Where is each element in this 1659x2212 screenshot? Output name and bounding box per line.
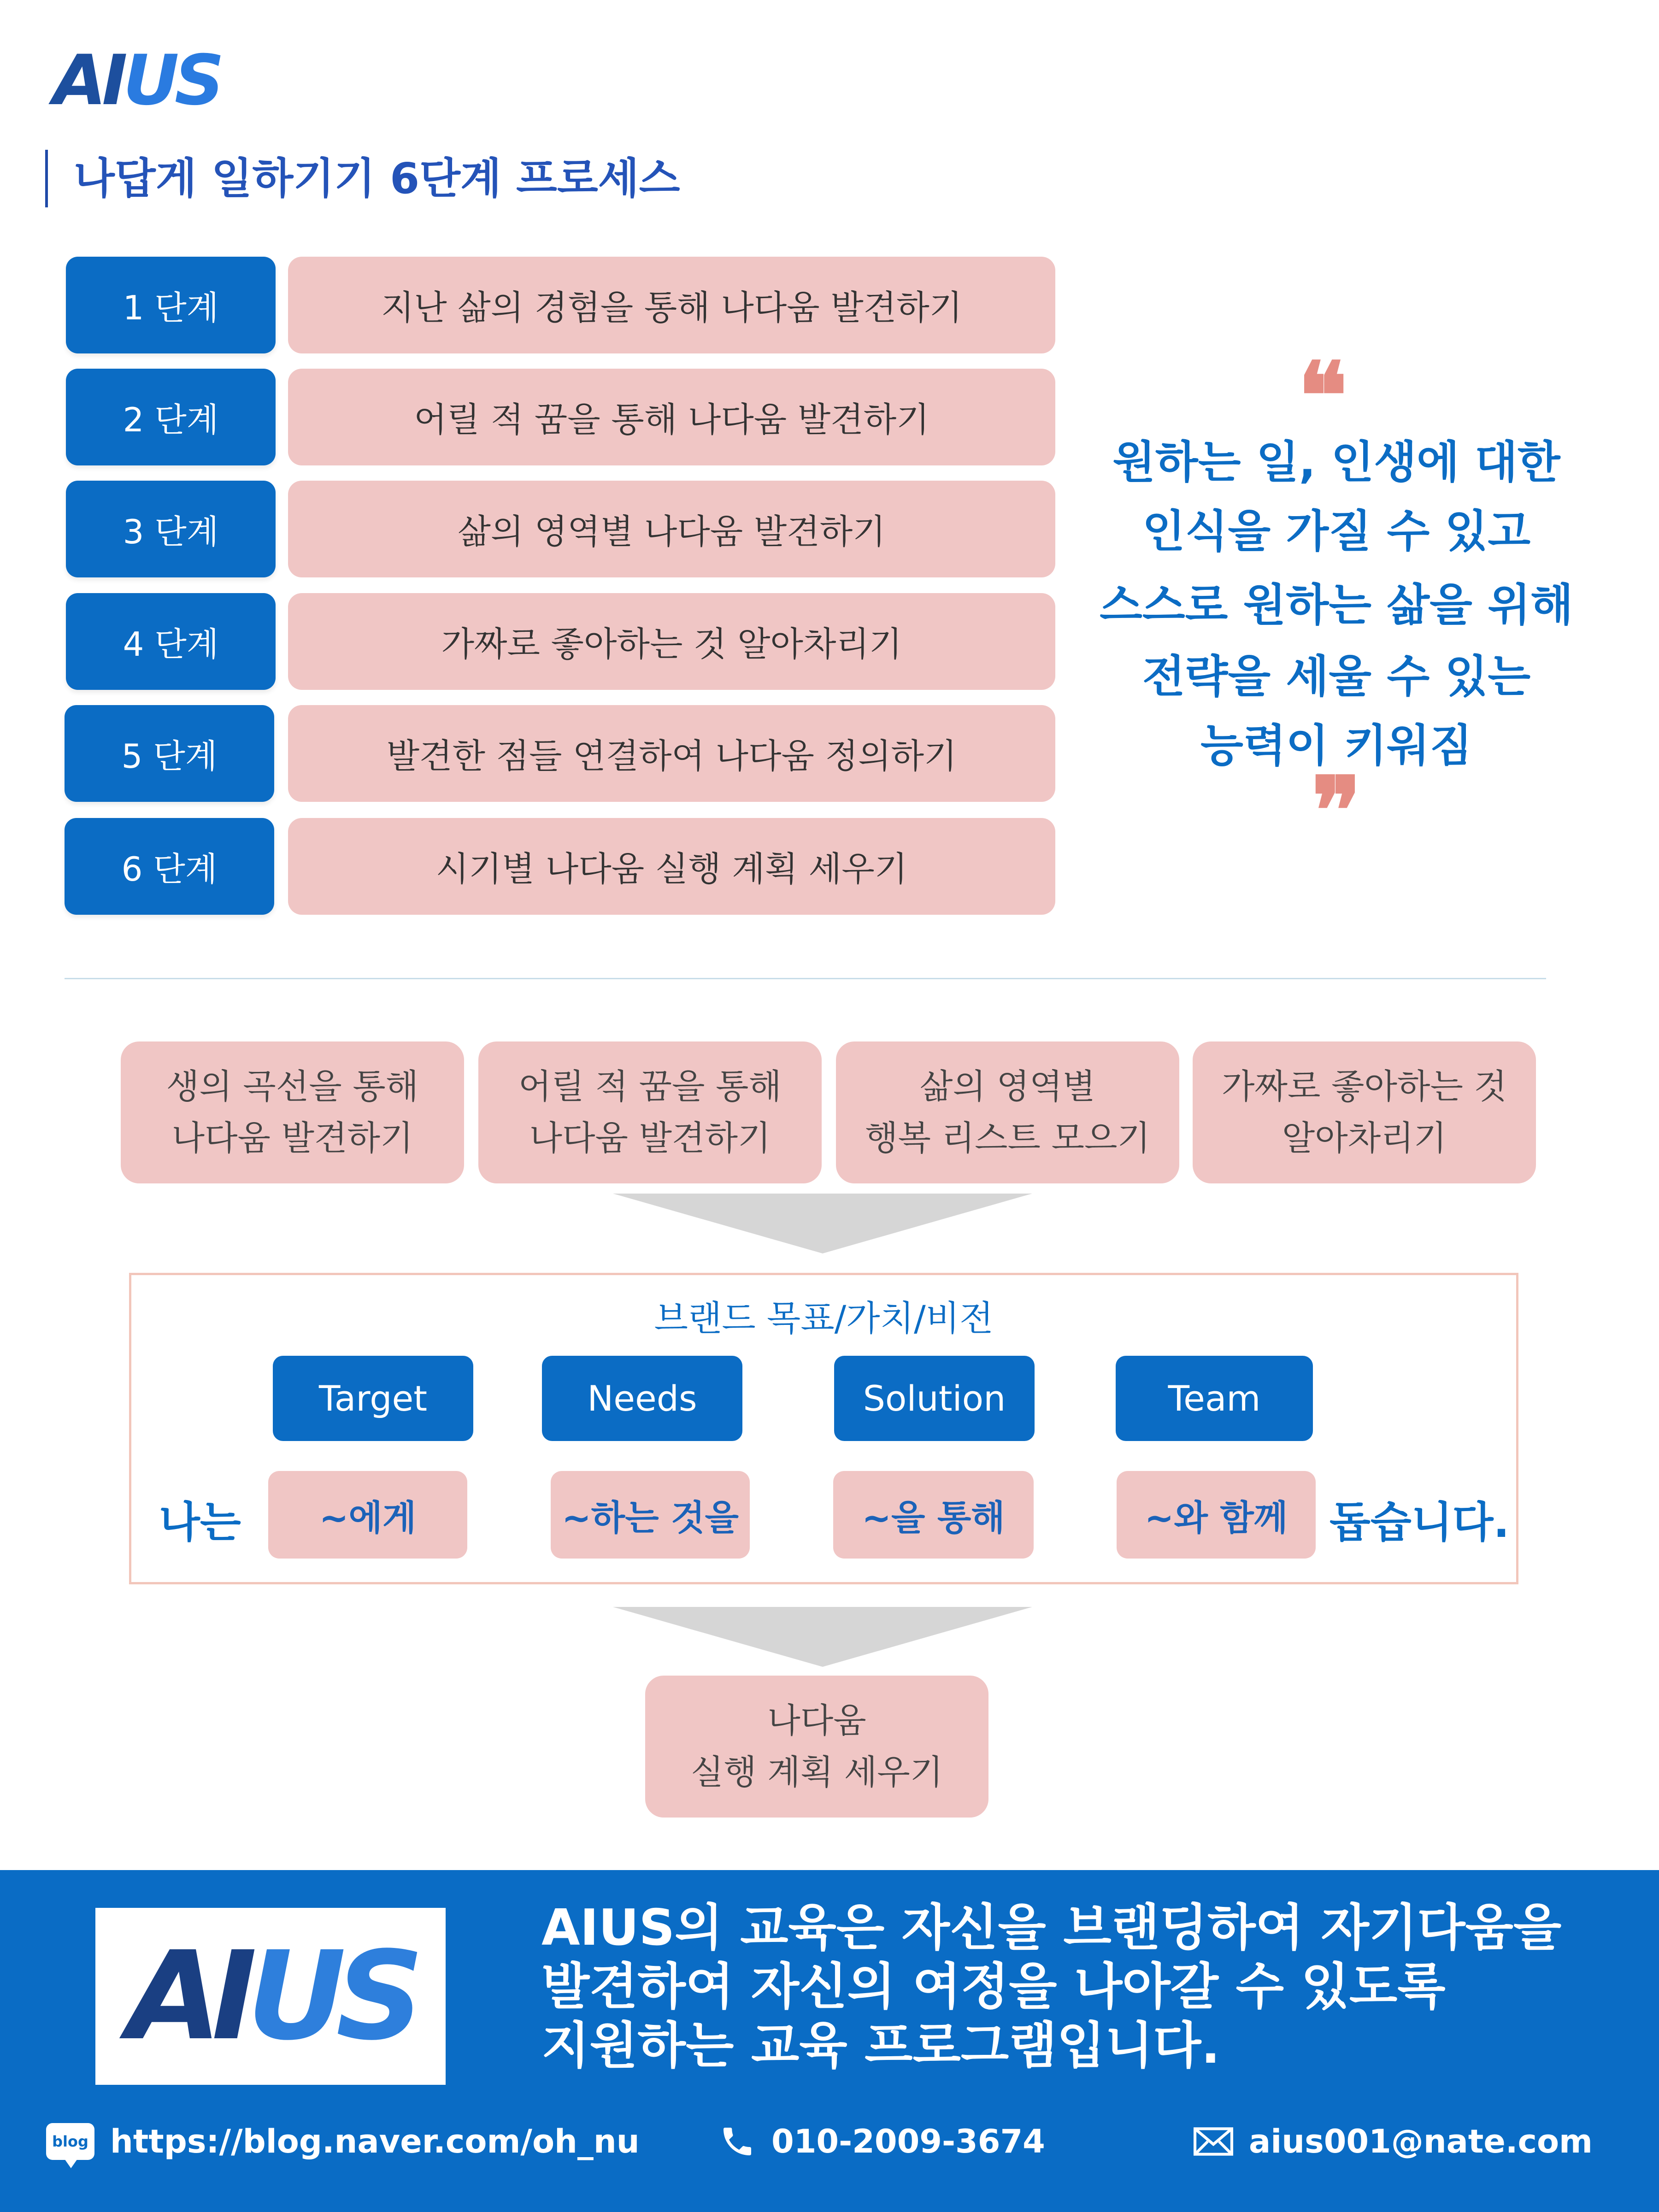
brand-suffix: 돕습니다. xyxy=(1330,1498,1510,1547)
blog-url[interactable]: https://blog.naver.com/oh_nu xyxy=(110,2123,640,2160)
step-4-desc: 가짜로 좋아하는 것 알아차리기 xyxy=(288,593,1055,690)
method-box-4: 가짜로 좋아하는 것 알아차리기 xyxy=(1193,1041,1536,1183)
team-button: Team xyxy=(1116,1356,1313,1441)
step-2-label: 2 단계 xyxy=(66,369,276,465)
step-6-label: 6 단계 xyxy=(65,818,274,915)
step-4-label: 4 단계 xyxy=(66,593,276,690)
blog-contact[interactable] xyxy=(46,2116,640,2167)
method-box-2: 어릴 적 꿈을 통해 나다움 발견하기 xyxy=(478,1041,822,1183)
blog-icon: blog xyxy=(46,2123,94,2160)
section-divider xyxy=(65,978,1546,979)
footer-description: AIUS의 교육은 자신을 브랜딩하여 자기다움을 발견하여 자신의 여정을 나아갈 수 있도록 지원하는 교육 프로그램입니다. xyxy=(541,1899,1562,2075)
down-arrow-1 xyxy=(613,1194,1032,1253)
email-address[interactable]: aius001@nate.com xyxy=(1249,2123,1593,2160)
title-accent-bar xyxy=(45,150,48,207)
pill-solution: ~을 통해 xyxy=(833,1471,1034,1559)
step-6-desc: 시기별 나다움 실행 계획 세우기 xyxy=(288,818,1055,915)
phone-number[interactable]: 010-2009-3674 xyxy=(771,2123,1045,2160)
phone-contact[interactable] xyxy=(719,2116,1045,2167)
close-quote-icon: ❞ xyxy=(1312,757,1361,865)
step-1-desc: 지난 삶의 경험을 통해 나다움 발견하기 xyxy=(288,257,1055,353)
step-3-label: 3 단계 xyxy=(66,481,276,577)
pill-target: ~에게 xyxy=(268,1471,467,1559)
needs-button: Needs xyxy=(542,1356,742,1441)
quote-line-1: 원하는 일, 인생에 대한 xyxy=(1112,436,1560,488)
aius-logo: AI US xyxy=(53,41,220,121)
step-1-label: 1 단계 xyxy=(66,257,276,353)
solution-button: Solution xyxy=(834,1356,1035,1441)
footer-logo: AIUS xyxy=(95,1908,446,2085)
brand-prefix: 나는 xyxy=(159,1498,241,1547)
quote-line-4: 전략을 세울 수 있는 xyxy=(1142,651,1531,702)
open-quote-icon: ❝ xyxy=(1298,342,1347,450)
method-box-3: 삶의 영역별 행복 리스트 모으기 xyxy=(836,1041,1179,1183)
pill-needs: ~하는 것을 xyxy=(551,1471,750,1559)
email-contact[interactable] xyxy=(1194,2116,1593,2167)
step-3-desc: 삶의 영역별 나다움 발견하기 xyxy=(288,481,1055,577)
step-5-desc: 발견한 점들 연결하여 나다움 정의하기 xyxy=(288,705,1055,802)
quote-line-3: 스스로 원하는 삶을 위해 xyxy=(1100,579,1573,631)
pill-team: ~와 함께 xyxy=(1117,1471,1316,1559)
quote-line-2: 인식을 가질 수 있고 xyxy=(1142,506,1531,557)
down-arrow-2 xyxy=(613,1607,1032,1667)
phone-icon xyxy=(719,2123,756,2160)
brand-statement-title: 브랜드 목표/가치/비전 xyxy=(654,1298,994,1339)
target-button: Target xyxy=(273,1356,473,1441)
method-box-1: 생의 곡선을 통해 나다움 발견하기 xyxy=(121,1041,464,1183)
mail-icon xyxy=(1194,2127,1233,2156)
step-5-label: 5 단계 xyxy=(65,705,274,802)
quote-line-5: 능력이 키워짐 xyxy=(1200,720,1472,771)
step-2-desc: 어릴 적 꿈을 통해 나다움 발견하기 xyxy=(288,369,1055,465)
final-step-box: 나다움 실행 계획 세우기 xyxy=(645,1676,988,1818)
page-title: 나답게 일하기기 6단계 프로세스 xyxy=(74,154,680,203)
